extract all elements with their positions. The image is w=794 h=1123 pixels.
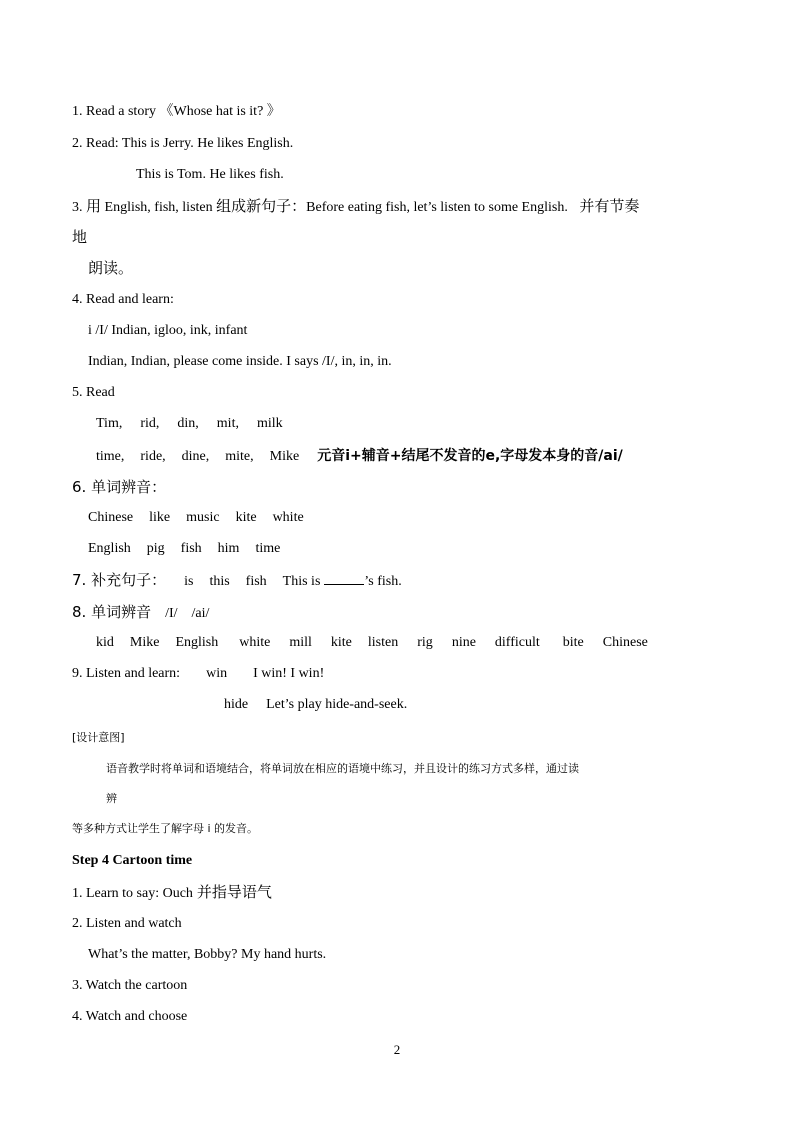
item-9-title: 9. Listen and learn: xyxy=(72,666,181,681)
item-3-wrap: 地 xyxy=(72,228,88,246)
design-intent-text-3: 等多种方式让学生了解字母 i 的发音。 xyxy=(72,822,259,835)
word-chinese: Chinese xyxy=(88,510,134,525)
item-9-win-chant: I win! I win! xyxy=(253,666,325,681)
step-4-dialogue: What’s the matter, Bobby? My hand hurts. xyxy=(88,947,327,962)
word-hide: hide xyxy=(224,697,249,712)
page-number: 2 xyxy=(393,1042,401,1057)
design-intent-title: [设计意图] xyxy=(72,731,125,744)
word-fish: fish xyxy=(180,541,202,556)
step-4-item-3: 3. Watch the cartoon xyxy=(72,978,188,993)
design-intent-text-2: 辨 xyxy=(106,792,117,805)
item-3-number: 3. xyxy=(72,200,83,215)
word-music: music xyxy=(186,510,220,525)
word-kite: kite xyxy=(235,510,257,525)
item-5-rule-note: 元音i+辅音+结尾不发音的e,字母发本身的音/ai/ xyxy=(317,448,623,464)
word-fish-2: fish xyxy=(245,574,267,589)
design-intent-text-1: 语音教学时将单词和语境结合，将单词放在相应的语境中练习，并且设计的练习方式多样，通过读 xyxy=(106,762,579,775)
item-3-cn-form: 组成新句子： xyxy=(216,197,307,215)
word-time-2: time xyxy=(255,541,281,556)
item-3-cn-rhythm: 并有节奏 xyxy=(579,197,640,215)
word-milk: milk xyxy=(256,416,283,431)
word-is: is xyxy=(184,574,194,589)
word-dine: dine, xyxy=(181,449,210,464)
item-8-line xyxy=(72,603,209,623)
word-mite: mite, xyxy=(225,449,254,464)
word-white: white xyxy=(272,510,304,525)
item-9-line-2 xyxy=(224,696,407,714)
word-chinese-2: Chinese xyxy=(602,635,648,650)
word-english: English xyxy=(88,541,131,556)
word-this: this xyxy=(209,574,230,589)
step-4-item-2: 2. Listen and watch xyxy=(72,916,182,931)
fill-blank xyxy=(324,572,364,585)
word-like: like xyxy=(149,510,171,525)
item-4-chant: Indian, Indian, please come inside. I says /I/, in, in, in. xyxy=(88,354,392,369)
word-mill: mill xyxy=(289,635,312,650)
word-tim: Tim, xyxy=(96,416,123,431)
step-4-item-1-text: 1. Learn to say: Ouch xyxy=(72,886,193,901)
item-8-words xyxy=(96,634,648,652)
word-rig: rig xyxy=(417,635,433,650)
item-3-line xyxy=(72,197,639,217)
word-rid: rid, xyxy=(140,416,160,431)
word-time: time, xyxy=(96,449,125,464)
item-2-read: 2. Read: This is Jerry. He likes English. xyxy=(72,136,294,151)
item-5-row-1 xyxy=(96,415,283,433)
item-4-read-learn: 4. Read and learn: xyxy=(72,292,174,307)
word-win: win xyxy=(206,666,228,681)
item-6-title: 6. 单词辨音： xyxy=(72,478,167,496)
item-8-title: 8. 单词辨音 xyxy=(72,603,152,621)
step-4-heading: Step 4 Cartoon time xyxy=(72,853,193,868)
item-7-title: 7. 补充句子： xyxy=(72,571,167,589)
item-6-row-2 xyxy=(88,540,280,558)
item-5-read: 5. Read xyxy=(72,385,115,400)
phoneme-long-i: /ai/ xyxy=(191,606,210,621)
word-ride: ride, xyxy=(140,449,166,464)
word-din: din, xyxy=(177,416,199,431)
step-4-item-4: 4. Watch and choose xyxy=(72,1009,188,1024)
item-7-end: ’s fish. xyxy=(364,574,402,589)
item-1-read-story: 1. Read a story 《Whose hat is it? 》 xyxy=(72,104,281,119)
word-english-2: English xyxy=(175,635,219,650)
item-3-words: English, fish, listen xyxy=(104,200,213,215)
word-bite: bite xyxy=(562,635,584,650)
word-kite-2: kite xyxy=(330,635,352,650)
item-3-sentence: Before eating fish, let’s listen to some English. xyxy=(306,200,568,215)
item-2-line-2: This is Tom. He likes fish. xyxy=(136,167,284,182)
word-kid: kid xyxy=(96,635,114,650)
word-this-is: This is xyxy=(282,574,321,589)
word-him: him xyxy=(217,541,240,556)
word-mike-2: Mike xyxy=(129,635,160,650)
word-difficult: difficult xyxy=(494,635,540,650)
word-listen: listen xyxy=(367,635,399,650)
item-3-cn-use: 用 xyxy=(86,197,102,215)
step-4-item-1-cn: 并指导语气 xyxy=(196,883,272,901)
word-mit: mit, xyxy=(216,416,239,431)
word-mike: Mike xyxy=(269,449,300,464)
word-white-2: white xyxy=(239,635,271,650)
phoneme-short-i: /I/ xyxy=(165,606,178,621)
word-pig: pig xyxy=(146,541,165,556)
item-9-hide-chant: Let’s play hide-and-seek. xyxy=(266,697,408,712)
step-4-item-1 xyxy=(72,883,272,903)
item-5-row-2 xyxy=(96,447,623,466)
item-4-words: i /I/ Indian, igloo, ink, infant xyxy=(88,323,248,338)
item-7-line xyxy=(72,571,402,591)
item-6-row-1 xyxy=(88,509,304,527)
word-nine: nine xyxy=(451,635,476,650)
item-3-read-aloud: 朗读。 xyxy=(88,259,134,277)
item-9-line xyxy=(72,665,324,683)
